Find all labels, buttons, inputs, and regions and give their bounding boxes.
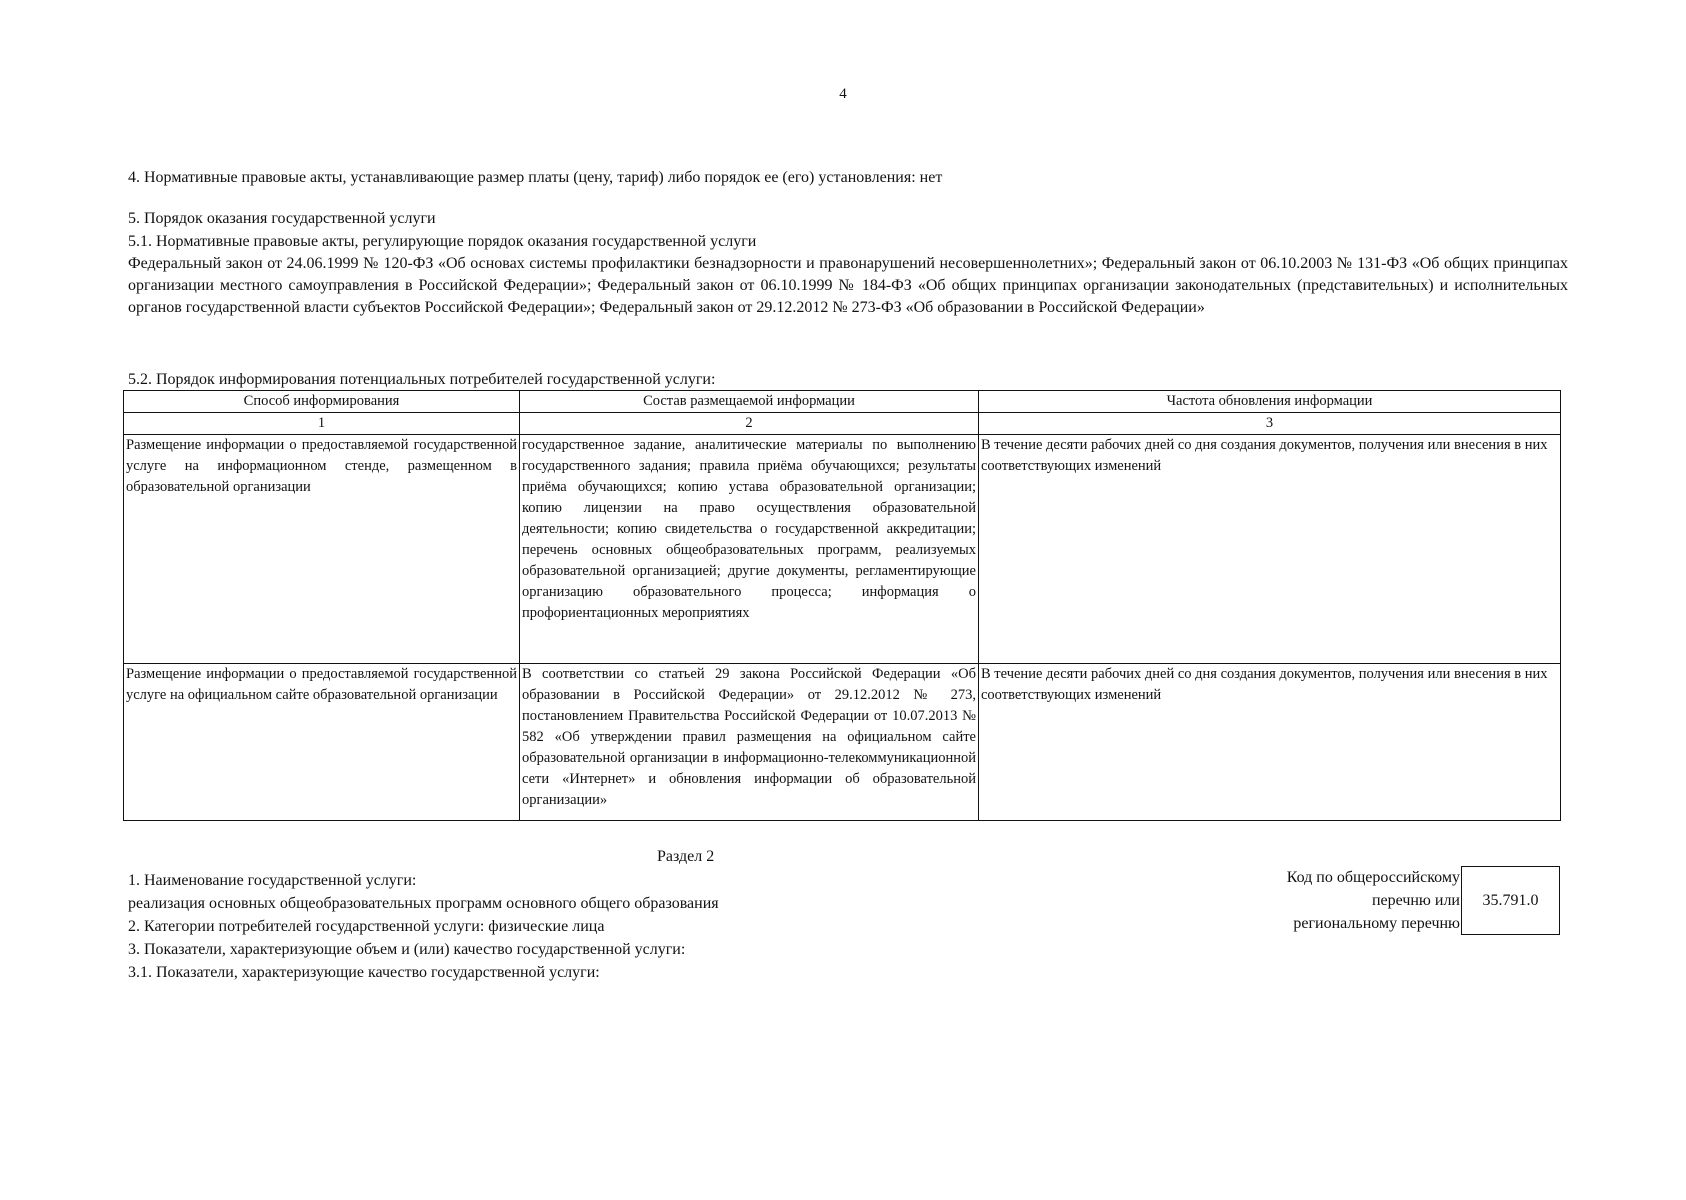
table-number-row <box>124 413 1561 435</box>
code-label-line-1: Код по общероссийскому <box>1286 869 1460 886</box>
row-1-method: Размещение информации о предоставляемой государственной услуге на информационном стенде, размещенном в образовательной организации <box>124 435 520 664</box>
page-number: 4 <box>839 86 847 102</box>
table-header-content: Состав размещаемой информации <box>520 391 979 413</box>
table-number-3: 3 <box>979 413 1561 435</box>
section-2-item-1-value: реализация основных общеобразовательных программ основного общего образования <box>128 895 719 912</box>
code-label-line-2: перечню или <box>1371 892 1460 909</box>
section-2-item-1-label: 1. Наименование государственной услуги: <box>128 872 417 889</box>
table-number-2: 2 <box>520 413 979 435</box>
row-1-content: государственное задание, аналитические материалы по выполнению государственного задания; правила приёма обучающихся; результаты приёма обучающихся; копию устава образовательной организации; копию лицензии на право осуществления образовательной деятельности; копию свидетельства о государственной аккредитации; перечень основных общеобразовательных программ, реализуемых образовательной организацией; другие документы, регламентирующие организацию образовательного процесса; информация о профориентационных мероприятиях <box>520 435 979 664</box>
section-2-item-2: 2. Категории потребителей государственной услуги: физические лица <box>128 918 605 935</box>
section-2-item-3: 3. Показатели, характеризующие объем и (или) качество государственной услуги: <box>128 941 686 958</box>
information-table <box>123 390 1561 821</box>
item-5-heading: 5. Порядок оказания государственной услуги <box>128 210 436 227</box>
row-1-frequency: В течение десяти рабочих дней со дня создания документов, получения или внесения в них соответствующих изменений <box>979 435 1561 664</box>
table-number-1: 1 <box>124 413 520 435</box>
section-2-title: Раздел 2 <box>657 848 715 865</box>
item-5-2-heading: 5.2. Порядок информирования потенциальных потребителей государственной услуги: <box>128 371 716 388</box>
section-2-item-3-1: 3.1. Показатели, характеризующие качество государственной услуги: <box>128 964 600 981</box>
registry-code-value: 35.791.0 <box>1482 891 1539 909</box>
row-2-frequency: В течение десяти рабочих дней со дня создания документов, получения или внесения в них соответствующих изменений <box>979 664 1561 821</box>
item-5-1-heading: 5.1. Нормативные правовые акты, регулирующие порядок оказания государственной услуги <box>128 233 757 250</box>
item-4-text: 4. Нормативные правовые акты, устанавливающие размер платы (цену, тариф) либо порядок ее (его) установления: нет <box>128 169 943 186</box>
registry-code-label <box>1230 866 1460 935</box>
code-label-line-3: региональному перечню <box>1293 915 1460 932</box>
table-header-method: Способ информирования <box>124 391 520 413</box>
table-header-frequency: Частота обновления информации <box>979 391 1561 413</box>
table-row <box>124 664 1561 821</box>
row-2-content: В соответствии со статьей 29 закона Российской Федерации «Об образовании в Российской Федерации» от 29.12.2012 № 273, постановлением Правительства Российской Федерации от 10.07.2013 № 582 «Об утверждении правил размещения на официальном сайте образовательной организации в информационно-телекоммуникационной сети «Интернет» и обновления информации об образовательной организации» <box>520 664 979 821</box>
item-5-1-laws: Федеральный закон от 24.06.1999 № 120-ФЗ «Об основах системы профилактики безнадзорности и правонарушений несовершеннолетних»; Федеральный закон от 06.10.2003 № 131-ФЗ «Об общих принципах организации местного самоуправления в Российской Федерации»; Федеральный закон от 06.10.1999 № 184-ФЗ «Об общих принципах организации законодательных (представительных) и исполнительных органов государственной власти субъектов Российской Федерации»; Федеральный закон от 29.12.2012 № 273-ФЗ «Об образовании в Российской Федерации» <box>128 255 1568 316</box>
registry-code-box <box>1461 866 1560 935</box>
row-2-method: Размещение информации о предоставляемой государственной услуге на официальном сайте образовательной организации <box>124 664 520 821</box>
table-row <box>124 435 1561 664</box>
table-header-row <box>124 391 1561 413</box>
